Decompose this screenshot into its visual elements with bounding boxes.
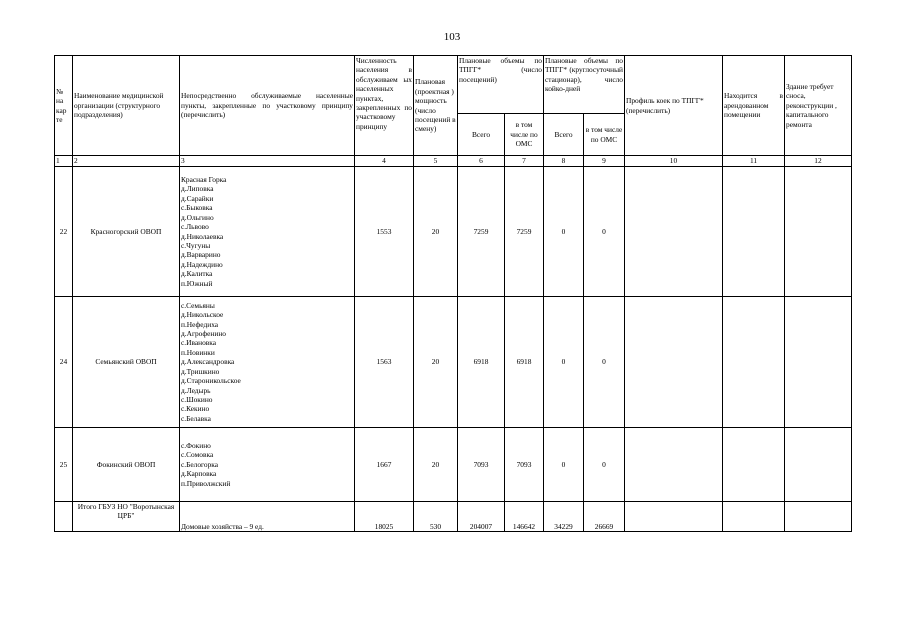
total-row-number — [55, 502, 73, 532]
capacity-value: 20 — [414, 167, 458, 297]
bed-profile-cell — [625, 167, 723, 297]
bed-profile-cell — [625, 428, 723, 502]
settlement-item: с.Львово — [181, 222, 209, 232]
table-row — [55, 167, 852, 297]
rented-cell — [723, 167, 785, 297]
beds-oms-value: 0 — [584, 428, 625, 502]
settlement-item: д.Николаевка — [181, 231, 224, 241]
header-row — [55, 56, 852, 114]
needs-repair-cell — [785, 428, 852, 502]
row-number: 22 — [55, 167, 73, 297]
population-value: 1553 — [355, 167, 414, 297]
header-col-number: № на кар те — [55, 56, 73, 156]
total-capacity: 530 — [414, 502, 458, 532]
settlement-item: с.Кекино — [181, 404, 210, 414]
total-row — [55, 502, 852, 532]
needs-repair-cell — [785, 167, 852, 297]
settlement-item: п.Новинки — [181, 347, 215, 357]
column-number-7: 7 — [505, 156, 544, 167]
header-col-population: Численность населения в обслуживаем ых населенных пунктах, закрепленных по участковому принципу — [355, 56, 414, 156]
settlement-item: д.Агрофенино — [181, 329, 226, 339]
settlement-item: с.Сомовка — [181, 450, 214, 460]
total-beds: 34229 — [544, 502, 584, 532]
total-households: Домовые хозяйства – 9 ед. — [180, 502, 355, 532]
header-beds-total: Всего — [544, 114, 584, 156]
needs-repair-cell — [785, 297, 852, 428]
header-col-needs-repair: Здание требует сноса, реконструкции , капитального ремонта — [785, 56, 852, 156]
header-col-settlements: Непосредственно обслуживаемые населенные пункты, закрепленные по участковому принципу (перечислить) — [180, 56, 355, 156]
header-visits-total: Всего — [458, 114, 505, 156]
column-numbers-row — [55, 156, 852, 167]
total-needs-repair-cell — [785, 502, 852, 532]
settlement-item: Красная Горка — [181, 175, 227, 185]
total-name: Итого ГБУЗ НО "Воротынская ЦРБ" — [73, 502, 180, 532]
settlement-item: с.Фокино — [181, 440, 211, 450]
organization-name: Семьянский ОВОП — [73, 297, 180, 428]
rented-cell — [723, 297, 785, 428]
organization-name: Красногорский ОВОП — [73, 167, 180, 297]
settlement-item: д.Ледырь — [181, 385, 211, 395]
settlement-item: с.Чугуны — [181, 240, 211, 250]
total-rented-cell — [723, 502, 785, 532]
visits-total-value: 7259 — [458, 167, 505, 297]
column-number-6: 6 — [458, 156, 505, 167]
settlement-item: с.Быковка — [181, 203, 213, 213]
header-col-rented: Находится в арендованном помещении — [723, 56, 785, 156]
column-number-5: 5 — [414, 156, 458, 167]
capacity-value: 20 — [414, 297, 458, 428]
settlements-list — [180, 428, 355, 502]
column-number-4: 4 — [355, 156, 414, 167]
header-beds-oms: в том числе по ОМС — [584, 114, 625, 156]
capacity-value: 20 — [414, 428, 458, 502]
settlement-item: с.Ивановка — [181, 338, 217, 348]
settlement-item: д.Варварино — [181, 250, 221, 260]
rented-cell — [723, 428, 785, 502]
total-visits: 204007 — [458, 502, 505, 532]
settlement-item: д.Александровка — [181, 357, 235, 367]
header-col-bed-profile: Профиль коек по ТПГГ* (перечислить) — [625, 56, 723, 156]
column-number-9: 9 — [584, 156, 625, 167]
column-number-11: 11 — [723, 156, 785, 167]
table-row — [55, 428, 852, 502]
settlement-item: с.Семьяны — [181, 300, 215, 310]
settlement-item: д.Тришкино — [181, 366, 220, 376]
column-number-2: 2 — [73, 156, 180, 167]
settlement-item: д.Калитка — [181, 269, 213, 279]
population-value: 1563 — [355, 297, 414, 428]
settlements-list — [180, 167, 355, 297]
settlement-item: д.Карповка — [181, 469, 217, 479]
bed-profile-cell — [625, 297, 723, 428]
beds-total-value: 0 — [544, 428, 584, 502]
beds-oms-value: 0 — [584, 167, 625, 297]
settlement-item: с.Белогорка — [181, 459, 219, 469]
header-col-planned-visits: Плановые объемы по ТПГГ* (число посещений) — [458, 56, 544, 114]
table-row — [55, 297, 852, 428]
settlement-item: д.Никольское — [181, 310, 224, 320]
settlement-item: с.Белавка — [181, 413, 211, 423]
visits-total-value: 7093 — [458, 428, 505, 502]
row-number: 25 — [55, 428, 73, 502]
column-number-1: 1 — [55, 156, 73, 167]
beds-total-value: 0 — [544, 297, 584, 428]
medical-organizations-table — [54, 55, 852, 532]
total-population: 18025 — [355, 502, 414, 532]
population-value: 1667 — [355, 428, 414, 502]
settlement-item: д.Сарайки — [181, 193, 214, 203]
total-beds-oms: 26669 — [584, 502, 625, 532]
settlement-item: п.Приволжский — [181, 478, 231, 488]
beds-oms-value: 0 — [584, 297, 625, 428]
settlement-item: д.Ольгино — [181, 212, 214, 222]
page-number: 103 — [443, 31, 461, 43]
settlement-item: п.Нефедиха — [181, 319, 219, 329]
settlement-item: п.Южный — [181, 278, 213, 288]
column-number-3: 3 — [180, 156, 355, 167]
header-col-planned-beddays: Плановые объемы по ТПГГ* (круглосуточный стационар), число койко-дней — [544, 56, 625, 114]
visits-oms-value: 7093 — [505, 428, 544, 502]
header-visits-oms: в том числе по ОМС — [505, 114, 544, 156]
column-number-12: 12 — [785, 156, 852, 167]
header-col-capacity: Плановая (проектная ) мощность (число посещений в смену) — [414, 56, 458, 156]
total-visits-oms: 146642 — [505, 502, 544, 532]
settlement-item: с.Шокино — [181, 394, 213, 404]
header-col-organization: Наименование медицинской организации (структурного подразделения) — [73, 56, 180, 156]
settlement-item: д.Липовка — [181, 184, 214, 194]
settlement-item: д.Надеждино — [181, 259, 223, 269]
visits-total-value: 6918 — [458, 297, 505, 428]
organization-name: Фокинский ОВОП — [73, 428, 180, 502]
beds-total-value: 0 — [544, 167, 584, 297]
column-number-8: 8 — [544, 156, 584, 167]
settlements-list — [180, 297, 355, 428]
visits-oms-value: 7259 — [505, 167, 544, 297]
total-bed-profile-cell — [625, 502, 723, 532]
column-number-10: 10 — [625, 156, 723, 167]
visits-oms-value: 6918 — [505, 297, 544, 428]
row-number: 24 — [55, 297, 73, 428]
settlement-item: д.Староникольское — [181, 376, 241, 386]
